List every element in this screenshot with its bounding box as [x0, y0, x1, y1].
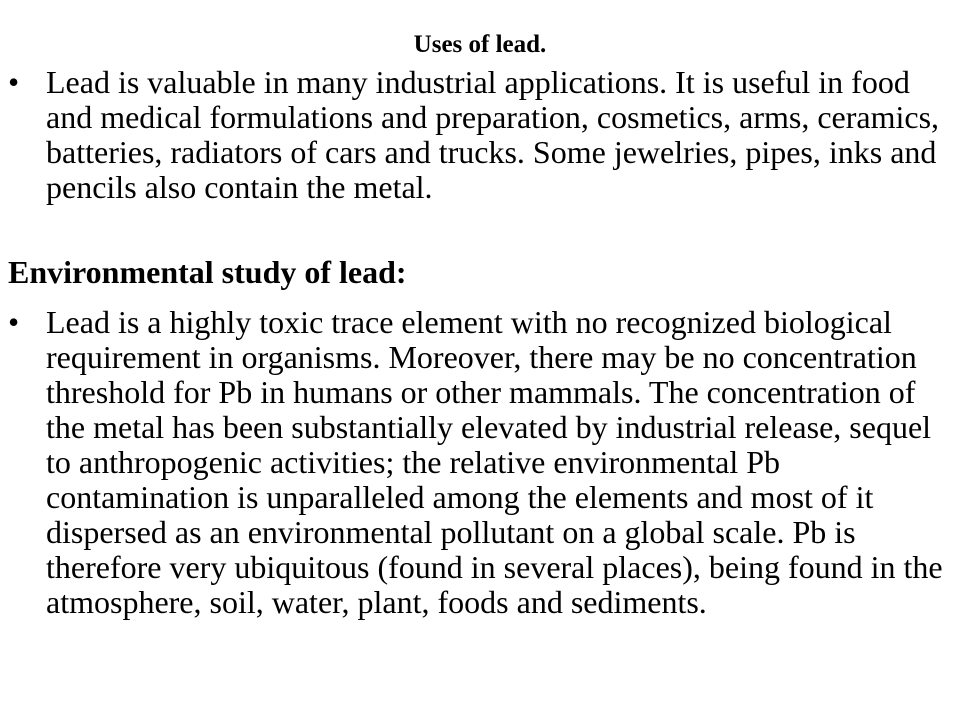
slide-title: Uses of lead. — [413, 31, 547, 58]
bullet-marker: • — [8, 64, 20, 100]
bullet-text-uses: Lead is valuable in many industrial applications. It is useful in food and medical formulations and preparation, cosmetics, arms, ceramics, batteries, radiators of cars and trucks. Some jewelries, pipes, inks and pencils also contain the metal. — [46, 64, 940, 205]
bullet-item-uses — [8, 65, 948, 245]
bullet-item-environmental — [8, 305, 948, 695]
section-heading: Environmental study of lead: — [8, 254, 407, 290]
bullet-text-environmental: Lead is a highly toxic trace element with no recognized biological requirement in organisms. Moreover, there may be no concentration threshold for Pb in humans or other mammals. The concentration of the metal has been substantially elevated by industrial release, sequel to anthropogenic activities; the relative environmental Pb contamination is unparalleled among the elements and most of it dispersed as an environmental pollutant on a global scale. Pb is therefore very ubiquitous (found in several places), being found in the atmosphere, soil, water, plant, foods and sediments. — [46, 304, 943, 620]
bullet-marker: • — [8, 304, 20, 340]
